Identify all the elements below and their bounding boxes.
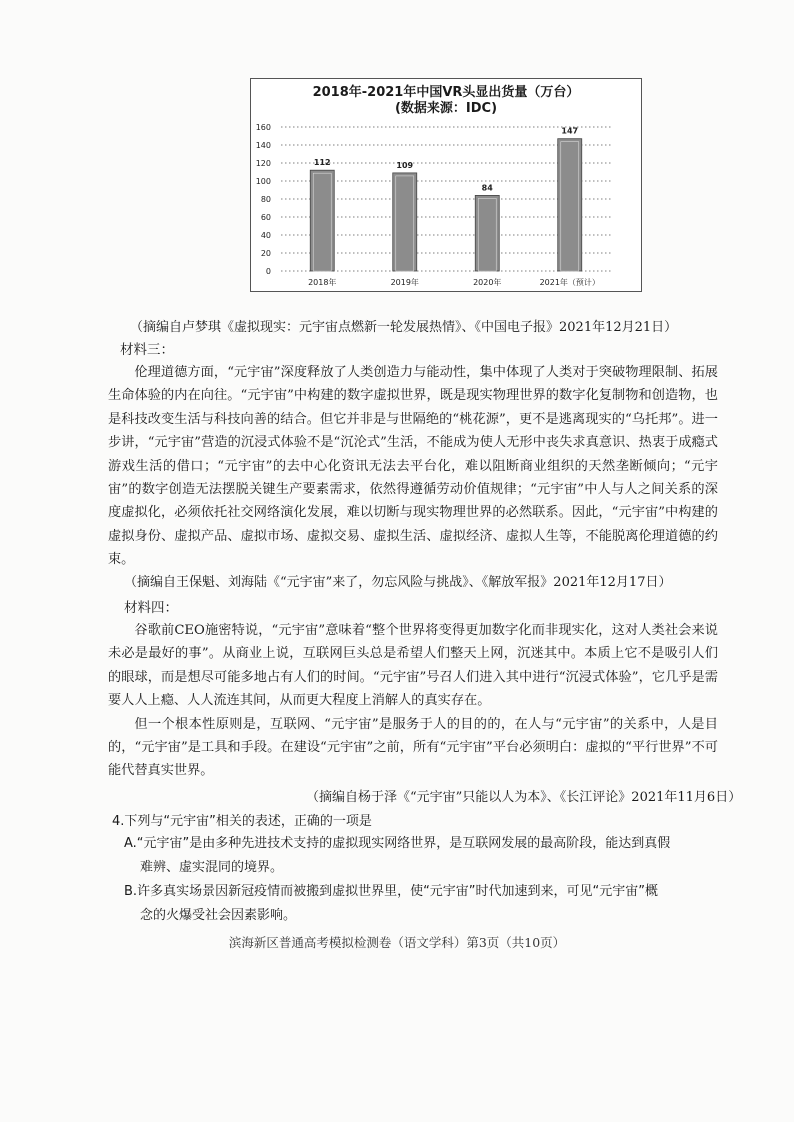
bar bbox=[310, 170, 334, 271]
y-tick-label: 80 bbox=[260, 195, 271, 204]
bar bbox=[393, 173, 417, 271]
option-a-label: A. bbox=[124, 836, 137, 851]
option-b-continuation: 念的火爆受社会因素影响。 bbox=[140, 908, 297, 923]
option-b-label: B. bbox=[124, 884, 138, 899]
y-tick-label: 120 bbox=[255, 159, 271, 168]
material-3-heading: 材料三： bbox=[120, 342, 174, 358]
page-footer: 滨海新区普通高考模拟检测卷（语文学科）第3页（共10页） bbox=[228, 935, 566, 950]
y-tick-label: 100 bbox=[255, 177, 271, 186]
y-tick-label: 20 bbox=[260, 249, 271, 258]
chart-subtitle: (数据来源：IDC) bbox=[394, 101, 498, 116]
material-4-paragraph-1: 谷歌前CEO施密特说，“元宇宙”意味着“整个世界将变得更加数字化而非现实化，这对人类社会来说未必是最好的事”。从商业上说，互联网巨头总是希望人们整天上网，沉迷其中。本质上它不是吸引人们的眼球，而是想尽可能多地占有人们的时间。“元宇宙”号召人们进入其中进行“沉浸式体验”，它几乎是需要人人上瘾、人人流连其间，从而更大程度上消解人的真实存在。 bbox=[108, 623, 718, 709]
category-label: 2021年（预计） bbox=[539, 278, 600, 287]
material-4-source: （摘编自杨于泽《“元宇宙”只能以人为本》、《长江评论》2021年11月6日） bbox=[306, 790, 742, 805]
y-tick-label: 0 bbox=[265, 267, 271, 276]
chart-title: 2018年-2021年中国VR头显出货量（万台） bbox=[312, 85, 580, 100]
y-tick-label: 160 bbox=[255, 123, 271, 132]
option-a-continuation: 难辨、虚实混同的境界。 bbox=[140, 860, 284, 875]
data-label: 84 bbox=[481, 183, 493, 193]
material-3-source: （摘编自王保魁、刘海陆《“元宇宙”来了，勿忘风险与挑战》、《解放军报》2021年12月17日） bbox=[124, 575, 672, 590]
question-stem: 4.下列与“元宇宙”相关的表述，正确的一项是 bbox=[112, 814, 372, 829]
y-tick-label: 40 bbox=[260, 231, 271, 240]
material-4-heading: 材料四： bbox=[124, 600, 178, 616]
material-3-paragraph: 伦理道德方面，“元宇宙”深度释放了人类创造力与能动性，集中体现了人类对于突破物理限制、拓展生命体验的内在向往。“元宇宙”中构建的数字虚拟世界，既是现实物理世界的数字化复制物和创造物，也是科技改变生活与科技向善的结合。但它并非是与世隔绝的“桃花源”，更不是逃离现实的“乌托邦”。进一步讲，“元宇宙”营造的沉浸式体验不是“沉沦式”生活，不能成为使人无形中丧失求真意识、热衷于成瘾式游戏生活的借口；“元宇宙”的去中心化资讯无法去平台化，难以阻断商业组织的天然垄断倾向；“元宇宙”的数字创造无法摆脱关键生产要素需求，依然得遵循劳动价值规律；“元宇宙”中人与人之间关系的深度虚拟化，必须依托社交网络演化发展，难以切断与现实物理世界的必然联系。因此，“元宇宙”中构建的虚拟身份、虚拟产品、虚拟市场、虚拟交易、虚拟生活、虚拟经济、虚拟人生等，不能脱离伦理道德的约束。 bbox=[108, 365, 718, 568]
bar bbox=[475, 195, 499, 271]
material-4-paragraph-2: 但一个根本性原则是，互联网、“元宇宙”是服务于人的目的的，在人与“元宇宙”的关系中，人是目的，“元宇宙”是工具和手段。在建设“元宇宙”之前，所有“元宇宙”平台必须明白：虚拟的“平行世界”不可能代替真实世界。 bbox=[108, 716, 718, 779]
data-label: 147 bbox=[561, 126, 579, 136]
option-b[interactable] bbox=[124, 880, 724, 928]
data-label: 112 bbox=[313, 158, 331, 168]
material-3-body bbox=[108, 361, 718, 572]
option-b-text: 许多真实场景因新冠疫情而被搬到虚拟世界里，使“元宇宙”时代加速到来，可见“元宇宙”概 bbox=[137, 884, 659, 899]
source-citation-1: （摘编自卢梦琪《虚拟现实：元宇宙点燃新一轮发展热情》、《中国电子报》2021年12月21日） bbox=[130, 320, 678, 335]
bar bbox=[558, 139, 582, 271]
material-4-body bbox=[108, 619, 718, 783]
category-label: 2020年 bbox=[473, 278, 502, 287]
category-label: 2019年 bbox=[390, 278, 419, 287]
category-label: 2018年 bbox=[308, 278, 337, 287]
data-label: 109 bbox=[396, 160, 414, 170]
option-a[interactable] bbox=[124, 832, 724, 880]
y-tick-label: 140 bbox=[255, 141, 271, 150]
y-tick-label: 60 bbox=[260, 213, 271, 222]
option-a-text: “元宇宙”是由多种先进技术支持的虚拟现实网络世界，是互联网发展的最高阶段，能达到真假 bbox=[136, 836, 671, 851]
bar-chart bbox=[250, 78, 642, 292]
chart-plot bbox=[251, 79, 641, 291]
